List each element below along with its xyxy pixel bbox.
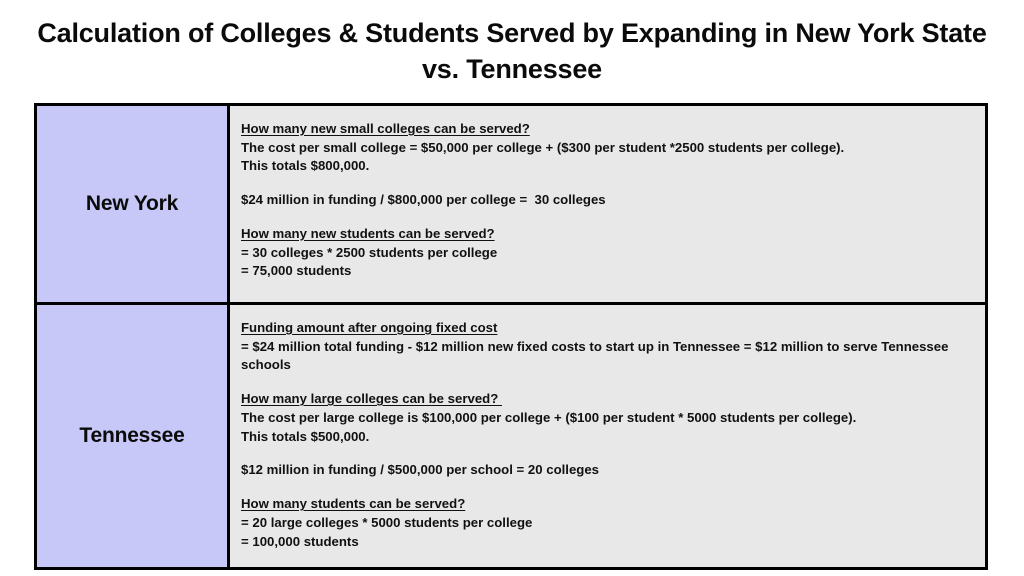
state-name-new-york: New York [85, 192, 179, 215]
calc-detail: The cost per large college is $100,000 per college + ($100 per student * 5000 students per college). [241, 409, 857, 425]
calc-detail: = $24 million total funding - $12 million new fixed costs to start up in Tennessee = $12 million to serve Tennessee schools [241, 338, 953, 373]
calc-question: How many students can be served? [241, 496, 466, 512]
calc-block [241, 120, 973, 176]
calc-block [241, 319, 973, 375]
calc-detail: This totals $800,000. [241, 158, 370, 174]
table-row-tennessee [37, 305, 985, 567]
page-title [30, 16, 994, 87]
calc-question: Funding amount after ongoing fixed cost [241, 320, 498, 335]
calc-detail: = 100,000 students [241, 533, 359, 549]
calc-question: How many new small colleges can be served? [241, 121, 530, 136]
calc-block [241, 225, 973, 281]
state-name-tennessee: Tennessee [79, 424, 185, 447]
calc-question: How many new students can be served? [241, 225, 495, 241]
row-label-cell-new-york [37, 106, 230, 302]
row-body-cell-tennessee [230, 305, 985, 567]
calc-block [241, 390, 973, 446]
calc-block [241, 191, 973, 210]
page-title-line-2: State vs. Tennessee [421, 18, 987, 84]
comparison-table [34, 103, 988, 570]
row-body-cell-new-york [230, 106, 985, 302]
calc-block [241, 495, 973, 551]
calc-detail: $12 million in funding / $500,000 per school = 20 colleges [241, 462, 600, 478]
calc-question: How many large colleges can be served? [241, 391, 502, 407]
calc-detail: This totals $500,000. [241, 428, 370, 444]
calc-detail: $24 million in funding / $800,000 per college = 30 colleges [241, 192, 606, 208]
calc-detail: = 30 colleges * 2500 students per college [241, 244, 498, 260]
page-title-line-1: Calculation of Colleges & Students Served by Expanding in New York [37, 18, 915, 48]
row-label-cell-tennessee [37, 305, 230, 567]
table-row-new-york [37, 106, 985, 305]
calc-detail: = 75,000 students [241, 263, 352, 279]
calc-detail: The cost per small college = $50,000 per college + ($300 per student *2500 students per college). [241, 139, 845, 155]
calc-detail: = 20 large colleges * 5000 students per college [241, 514, 533, 530]
calc-block [241, 461, 973, 480]
